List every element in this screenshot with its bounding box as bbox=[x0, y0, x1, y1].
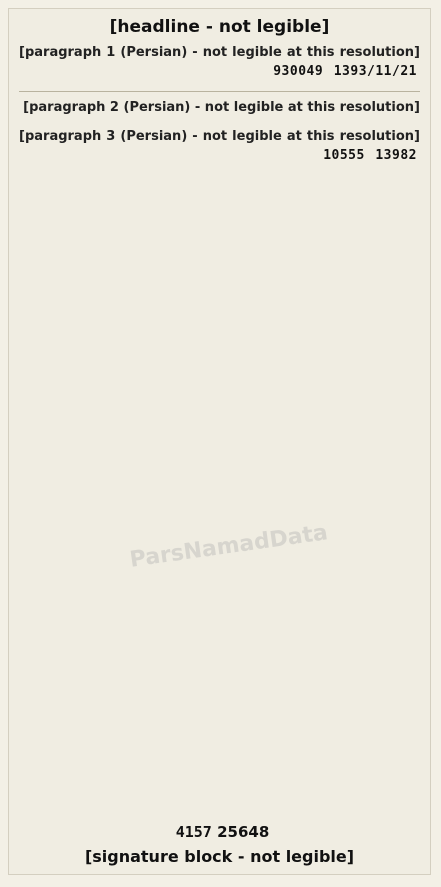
plot-number: 13982 bbox=[375, 148, 417, 163]
newspaper-clipping bbox=[8, 8, 431, 875]
notice-paragraph-1 bbox=[19, 43, 420, 81]
watermark: ParsNamadData bbox=[128, 520, 330, 573]
footer-ref-number: 25648 bbox=[217, 823, 270, 841]
notice-paragraph-3 bbox=[19, 127, 420, 165]
divider bbox=[19, 91, 420, 92]
paragraph-3-text: [paragraph 3 (Persian) - not legible at this resolution] bbox=[19, 129, 420, 144]
footer-reference bbox=[9, 823, 430, 841]
notice-footer bbox=[9, 823, 430, 866]
case-number: 930049 bbox=[273, 64, 324, 79]
paragraph-2-text: [paragraph 2 (Persian) - not legible at this resolution] bbox=[23, 100, 420, 115]
signature: [signature block - not legible] bbox=[84, 847, 355, 866]
notice-title: [headline - not legible] bbox=[109, 17, 330, 37]
footer-code: 4157 bbox=[175, 823, 212, 841]
deed-number: 10555 bbox=[323, 148, 365, 163]
auction-date: 1393/11/21 bbox=[333, 64, 417, 79]
paragraph-1-text: [paragraph 1 (Persian) - not legible at this resolution] bbox=[19, 45, 420, 60]
notice-paragraph-2 bbox=[19, 98, 420, 117]
